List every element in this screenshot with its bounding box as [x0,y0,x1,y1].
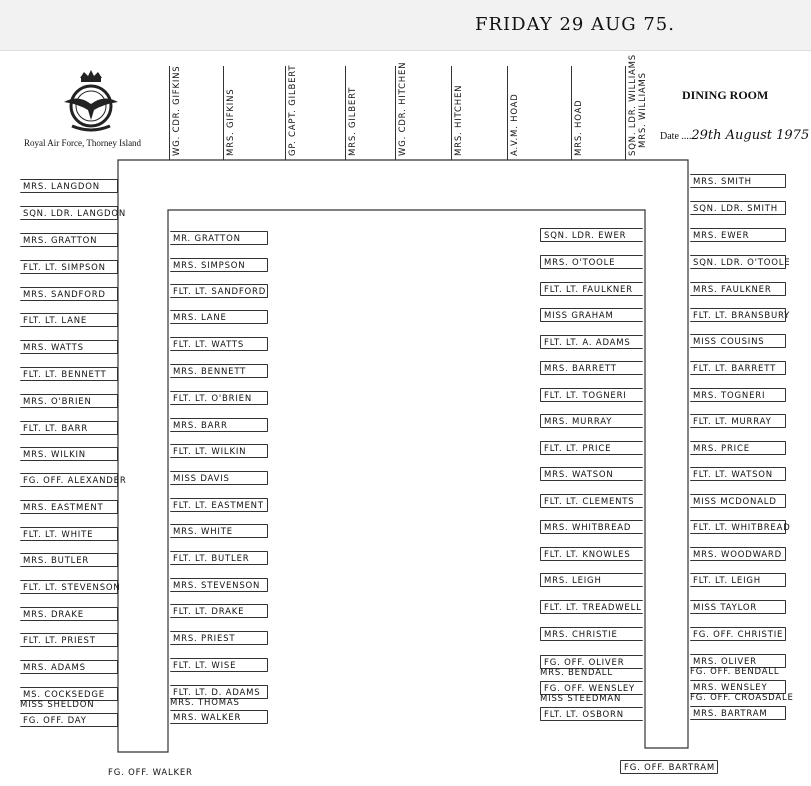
left-outer-seat: MRS. WATTS [20,340,118,354]
right-outer-seat: MRS. EWER [690,228,786,242]
left-inner-seat: MRS. WHITE [170,524,268,538]
head-seat-name: MRS. GIFKINS [226,88,236,156]
right-outer-seat: MRS. SMITH [690,174,786,188]
handwritten-date: FRIDAY 29 AUG 75. [475,14,675,35]
right-outer-seat: MRS. BARTRAM [690,706,786,720]
left-inner-seat: FLT. LT. EASTMENT [170,498,268,512]
date-value: 29th August 1975 [691,128,810,143]
right-inner-seat: FLT. LT. CLEMENTS [540,494,643,508]
left-outer-seat: MRS. BUTLER [20,553,118,567]
left-inner-seat: FLT. LT. O'BRIEN [170,391,268,405]
left-inner-seat: MISS DAVIS [170,471,268,485]
right-outer-seat: FLT. LT. WHITBREAD [690,520,786,534]
organization-name: Royal Air Force, Thorney Island [24,138,142,148]
left-outer-seat: FG. OFF. DAY [20,713,118,727]
left-inner-seat: MRS. WALKER [170,710,268,724]
left-outer-seat: MISS SHELDON [20,700,95,710]
date-line: Date ....29th August 1975 [660,128,810,143]
right-outer-seat: MRS. FAULKNER [690,282,786,296]
left-inner-seat: FLT. LT. WATTS [170,337,268,351]
left-outer-seat: MRS. DRAKE [20,607,118,621]
right-outer-seat: MISS COUSINS [690,334,786,348]
left-inner-seat: MRS. LANE [170,310,268,324]
right-inner-seat: FLT. LT. A. ADAMS [540,335,643,349]
right-inner-seat: MRS. LEIGH [540,573,643,587]
right-outer-seat: FLT. LT. LEIGH [690,573,786,587]
right-inner-seat: MRS. WHITBREAD [540,520,643,534]
head-seat-name: A.V.M. HOAD [510,93,520,156]
left-inner-seat: FLT. LT. DRAKE [170,604,268,618]
left-inner-seat: FLT. LT. SANDFORD [170,284,268,298]
right-inner-seat: SQN. LDR. EWER [540,228,643,242]
left-inner-seat: MRS. PRIEST [170,631,268,645]
left-outer-seat: MRS. EASTMENT [20,500,118,514]
right-inner-seat: FLT. LT. FAULKNER [540,282,643,296]
right-outer-seat: FLT. LT. BRANSBURY [690,308,786,322]
left-outer-seat: SQN. LDR. LANGDON [20,206,118,220]
foot-left-name: FG. OFF. WALKER [108,768,193,778]
left-outer-seat: MRS. WILKIN [20,447,118,461]
left-outer-seat: MRS. ADAMS [20,660,118,674]
right-outer-seat: MISS TAYLOR [690,600,786,614]
head-seat-name: MRS. HOAD [574,99,584,156]
left-outer-seat: MRS. GRATTON [20,233,118,247]
left-inner-seat: FLT. LT. D. ADAMS [170,685,268,699]
right-outer-seat: MISS MCDONALD [690,494,786,508]
foot-right-name: FG. OFF. BARTRAM [620,760,718,774]
right-inner-seat: MRS. O'TOOLE [540,255,643,269]
head-seat-name: MRS. WILLIAMS [638,72,648,148]
right-outer-seat: FG. OFF. CROASDALE [690,693,794,703]
left-inner-seat: MRS. STEVENSON [170,578,268,592]
left-outer-seat: MS. COCKSEDGE [20,687,118,701]
left-outer-seat: FLT. LT. LANE [20,313,118,327]
right-inner-seat: MRS. WATSON [540,467,643,481]
left-outer-seat: FLT. LT. BENNETT [20,367,118,381]
right-inner-seat: FLT. LT. TOGNERI [540,388,643,402]
left-inner-seat: FLT. LT. WILKIN [170,444,268,458]
right-inner-seat: MISS STEEDMAN [540,694,622,704]
right-inner-seat: FLT. LT. OSBORN [540,707,643,721]
left-outer-seat: FLT. LT. PRIEST [20,633,118,647]
right-inner-seat: MRS. MURRAY [540,414,643,428]
head-seat-name: SQN. LDR. WILLIAMS [628,54,638,156]
left-outer-seat: MRS. O'BRIEN [20,394,118,408]
left-outer-seat: FLT. LT. BARR [20,421,118,435]
right-inner-seat: MISS GRAHAM [540,308,643,322]
right-outer-seat: MRS. OLIVER [690,654,786,668]
right-inner-seat: FLT. LT. KNOWLES [540,547,643,561]
left-outer-seat: MRS. SANDFORD [20,287,118,301]
right-inner-seat: FG. OFF. OLIVER [540,655,643,669]
left-outer-seat: FLT. LT. WHITE [20,527,118,541]
left-outer-seat: FLT. LT. SIMPSON [20,260,118,274]
left-inner-seat: MRS. THOMAS [170,698,240,708]
head-seat-name: MRS. GILBERT [348,86,358,156]
right-inner-seat: MRS. BENDALL [540,668,613,678]
head-seat-name: MRS. HITCHEN [454,84,464,156]
right-outer-seat: MRS. WENSLEY [690,680,786,694]
left-inner-seat: MRS. BENNETT [170,364,268,378]
date-label: Date [660,131,679,142]
right-inner-seat: MRS. CHRISTIE [540,627,643,641]
right-inner-seat: FLT. LT. TREADWELL [540,600,643,614]
right-outer-seat: FG. OFF. CHRISTIE [690,627,786,641]
right-outer-seat: SQN. LDR. O'TOOLE [690,255,786,269]
left-outer-seat: FLT. LT. STEVENSON [20,580,118,594]
left-outer-seat: FG. OFF. ALEXANDER [20,473,118,487]
right-outer-seat: FLT. LT. WATSON [690,467,786,481]
right-inner-seat: FG. OFF. WENSLEY [540,681,643,695]
left-outer-seat: MRS. LANGDON [20,179,118,193]
head-seat-name: WG. CDR. GIFKINS [172,65,182,156]
right-outer-seat: MRS. WOODWARD [690,547,786,561]
right-outer-seat: FG. OFF. BENDALL [690,667,780,677]
head-seat-name: GP. CAPT. GILBERT [288,64,298,156]
left-inner-seat: FLT. LT. BUTLER [170,551,268,565]
right-outer-seat: FLT. LT. MURRAY [690,414,786,428]
right-inner-seat: FLT. LT. PRICE [540,441,643,455]
left-inner-seat: MRS. BARR [170,418,268,432]
right-outer-seat: SQN. LDR. SMITH [690,201,786,215]
left-inner-seat: MR. GRATTON [170,231,268,245]
right-outer-seat: MRS. TOGNERI [690,388,786,402]
head-seat-name: WG. CDR. HITCHEN [398,61,408,156]
right-outer-seat: MRS. PRICE [690,441,786,455]
right-inner-seat: MRS. BARRETT [540,361,643,375]
right-outer-seat: FLT. LT. BARRETT [690,361,786,375]
left-inner-seat: FLT. LT. WISE [170,658,268,672]
left-inner-seat: MRS. SIMPSON [170,258,268,272]
room-title: DINING ROOM [682,88,769,102]
